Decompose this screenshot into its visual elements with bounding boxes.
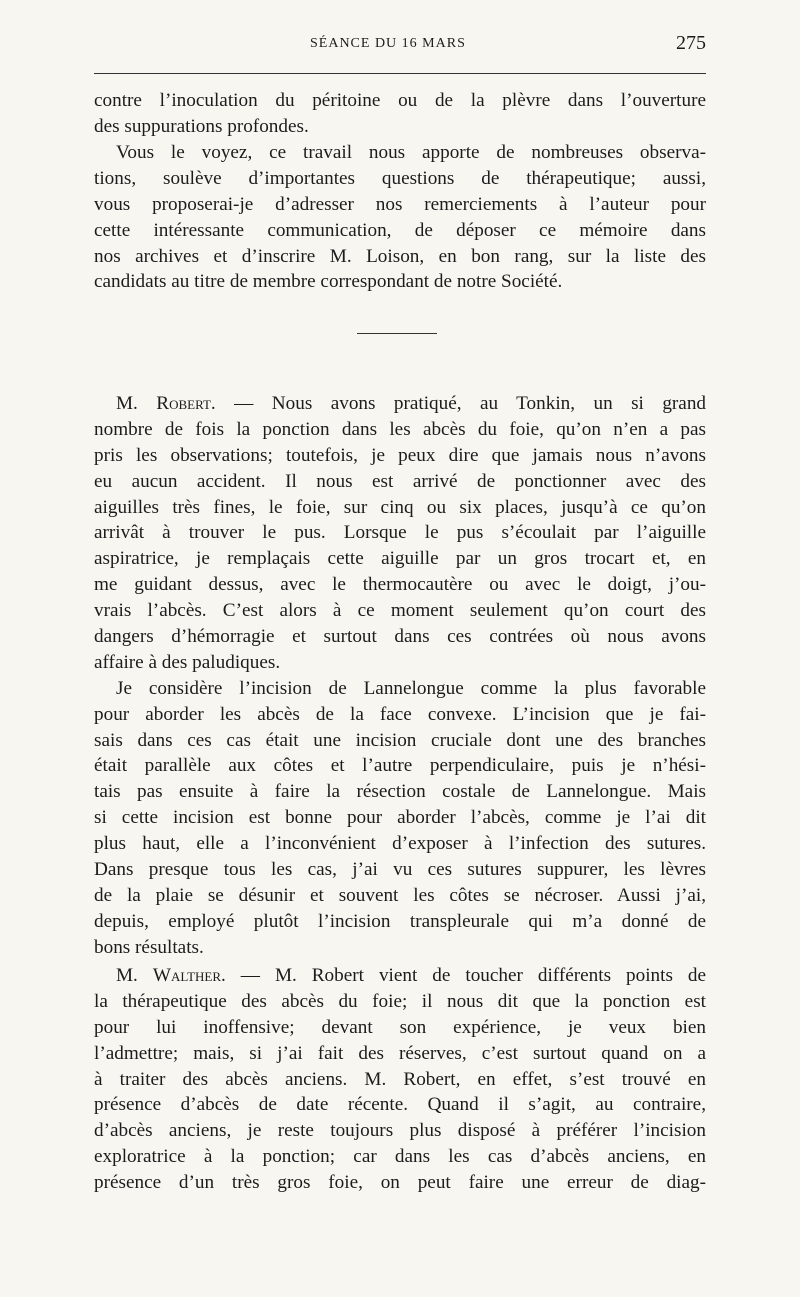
- header-rule: [94, 73, 706, 74]
- text-line: d’abcès anciens, je reste toujours plus disposé à préférer l’incision: [94, 1120, 706, 1142]
- text-line: Dans presque tous les cas, j’ai vu ces sutures suppurer, les lèvres: [94, 859, 706, 881]
- text-line: arrivât à trouver le pus. Lorsque le pus s’écoulait par l’aiguille: [94, 522, 706, 544]
- text-line: de la plaie se désunir et souvent les côtes se nécroser. Aussi j’ai,: [94, 884, 706, 906]
- text-line: aspiratrice, je remplaçais cette aiguille par un gros trocart et, en: [94, 548, 706, 570]
- text-line: depuis, employé plutôt l’incision transpleurale qui m’a donné de: [94, 910, 706, 932]
- text-line: nombre de fois la ponction dans les abcès du foie, qu’on n’en a pas: [94, 418, 706, 440]
- text-line: nos archives et d’inscrire M. Loison, en bon rang, sur la liste des: [94, 245, 706, 267]
- speaker-text: — M. Robert vient de toucher différents points de: [225, 965, 706, 986]
- robert-remarks: [94, 391, 706, 961]
- text-line: aiguilles très fines, le foie, sur cinq ou six places, jusqu’à ce qu’on: [94, 496, 706, 518]
- paragraph-continuation: [94, 88, 706, 140]
- text-line: bons résultats.: [94, 936, 204, 958]
- text-line: candidats au titre de membre correspondant de notre Société.: [94, 271, 563, 293]
- speaker-prefix: M.: [116, 965, 153, 986]
- paragraph-conclusion: [94, 140, 706, 295]
- section-divider: [357, 333, 437, 334]
- text-line: des suppurations profondes.: [94, 115, 309, 137]
- text-line: cette intéressante communication, de déposer ce mémoire dans: [94, 219, 706, 241]
- speaker-text: — Nous avons pratiqué, au Tonkin, un si grand: [215, 393, 707, 414]
- text-line: me guidant dessus, avec le thermocautère ou avec le doigt, j’ou-: [94, 574, 706, 596]
- text-line: eu aucun accident. Il nous est arrivé de ponctionner avec des: [94, 470, 706, 492]
- speaker-name: Robert.: [156, 393, 216, 414]
- text-line: Je considère l’incision de Lannelongue comme la plus favorable: [116, 677, 706, 699]
- text-line: à traiter des abcès anciens. M. Robert, en effet, s’est trouvé en: [94, 1068, 706, 1090]
- text-line: pour aborder les abcès de la face convexe. L’incision que je fai-: [94, 703, 706, 725]
- text-line: affaire à des paludiques.: [94, 651, 281, 673]
- speaker-line: [94, 963, 706, 989]
- text-line: exploratrice à la ponction; car dans les cas d’abcès anciens, en: [94, 1146, 706, 1168]
- speaker-prefix: M.: [116, 393, 157, 414]
- text-line: présence d’abcès de date récente. Quand il s’agit, au contraire,: [94, 1094, 706, 1116]
- text-line: tais pas ensuite à faire la résection costale de Lannelongue. Mais: [94, 781, 706, 803]
- text-line: la thérapeutique des abcès du foie; il nous dit que la ponction est: [94, 990, 706, 1012]
- text-line: pris les observations; toutefois, je peux dire que jamais nous n’avons: [94, 444, 706, 466]
- text-line: était parallèle aux côtes et l’autre perpendiculaire, puis je n’hési-: [94, 755, 706, 777]
- speaker-line: [94, 391, 706, 417]
- page-number: 275: [676, 32, 706, 54]
- text-line: contre l’inoculation du péritoine ou de la plèvre dans l’ouverture: [94, 90, 706, 111]
- text-line: présence d’un très gros foie, on peut faire une erreur de diag-: [94, 1172, 706, 1194]
- text-line: Vous le voyez, ce travail nous apporte de nombreuses observa-: [116, 142, 706, 163]
- walther-remarks: [94, 963, 706, 1196]
- page-header: [94, 30, 706, 60]
- speaker-name: Walther.: [152, 965, 226, 986]
- text-line: si cette incision est bonne pour aborder l’abcès, comme je l’ai dit: [94, 807, 706, 829]
- text-line: tions, soulève d’importantes questions de thérapeutique; aussi,: [94, 167, 706, 189]
- text-line: vous proposerai-je d’adresser nos remerciements à l’auteur pour: [94, 193, 706, 215]
- text-line: plus haut, elle a l’inconvénient d’exposer à l’infection des sutures.: [94, 833, 706, 855]
- text-line: sais dans ces cas était une incision cruciale dont une des branches: [94, 729, 706, 751]
- text-line: pour lui inoffensive; devant son expérience, je veux bien: [94, 1016, 706, 1038]
- text-line: dangers d’hémorragie et surtout dans ces contrées où nous avons: [94, 626, 706, 648]
- running-head: SÉANCE DU 16 MARS: [310, 36, 466, 51]
- text-line: vrais l’abcès. C’est alors à ce moment seulement qu’on court des: [94, 600, 706, 622]
- text-line: l’admettre; mais, si j’ai fait des réserves, c’est surtout quand on a: [94, 1042, 706, 1064]
